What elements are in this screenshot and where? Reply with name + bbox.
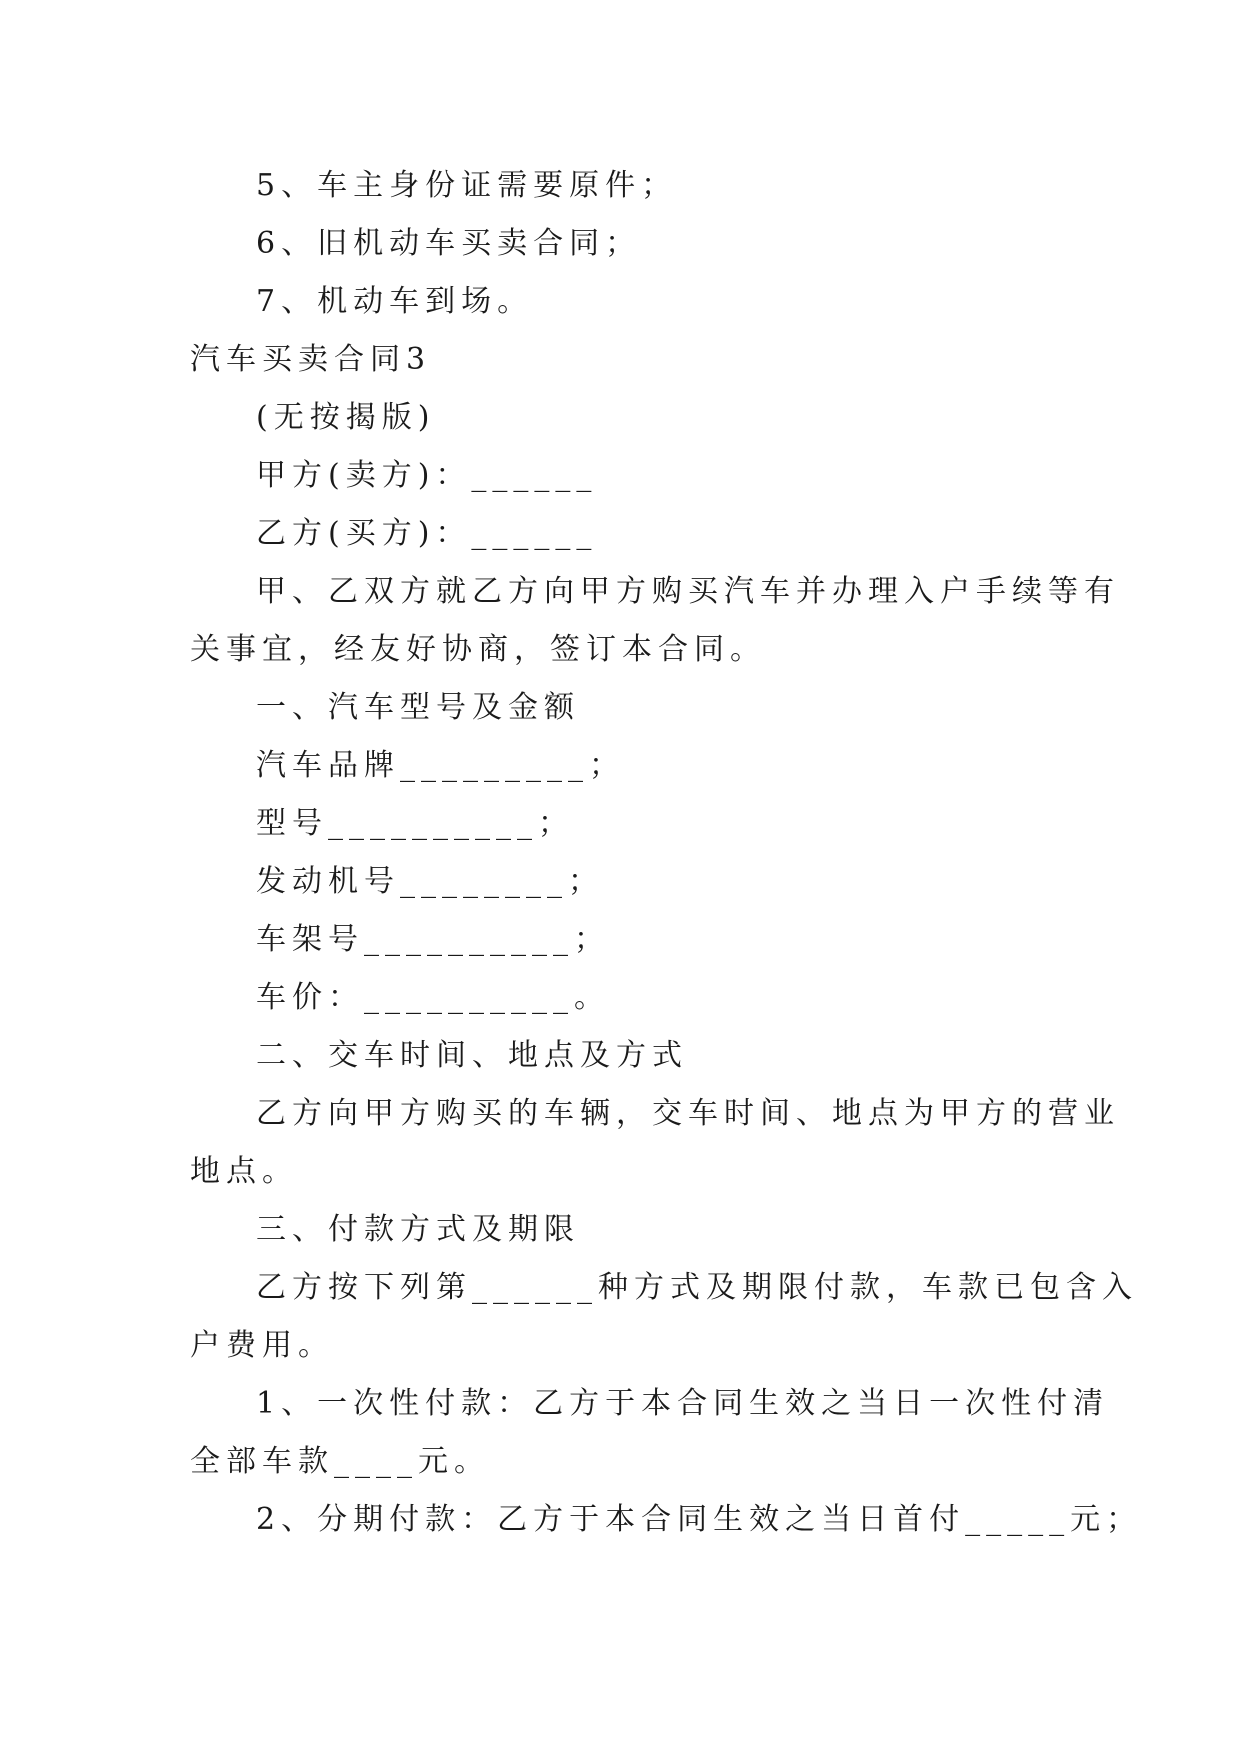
field-model: 型号__________； [256, 806, 574, 841]
section-heading-3: 三、付款方式及期限 [256, 1212, 580, 1247]
contract-subtitle: (无按揭版) [256, 400, 436, 435]
preamble-paragraph-line-1: 甲、乙双方就乙方向甲方购买汽车并办理入户手续等有 [256, 574, 1120, 609]
party-b-line: 乙方(买方)：______ [256, 516, 598, 551]
field-price: 车价：__________。 [256, 980, 610, 1015]
field-engine-number: 发动机号________； [256, 864, 604, 899]
preamble-paragraph-line-2: 关事宜，经友好协商，签订本合同。 [190, 632, 766, 667]
delivery-paragraph-line-1: 乙方向甲方购买的车辆，交车时间、地点为甲方的营业 [256, 1096, 1120, 1131]
lump-sum-paragraph-line-1: 1、一次性付款：乙方于本合同生效之当日一次性付清 [256, 1386, 1110, 1421]
payment-paragraph-line-1: 乙方按下列第______种方式及期限付款，车款已包含入 [256, 1270, 1138, 1305]
field-frame-number: 车架号__________； [256, 922, 610, 957]
lump-sum-paragraph-line-2: 全部车款____元。 [190, 1444, 490, 1479]
list-item-requirement-6: 6、旧机动车买卖合同； [256, 226, 642, 261]
delivery-paragraph-line-2: 地点。 [190, 1154, 298, 1189]
installment-paragraph-line-1: 2、分期付款：乙方于本合同生效之当日首付_____元； [256, 1502, 1143, 1537]
party-a-line: 甲方(卖方)：______ [256, 458, 598, 493]
contract-title: 汽车买卖合同3 [190, 342, 432, 377]
field-brand: 汽车品牌_________； [256, 748, 625, 783]
payment-paragraph-line-2: 户费用。 [190, 1328, 334, 1363]
section-heading-2: 二、交车时间、地点及方式 [256, 1038, 688, 1073]
list-item-requirement-5: 5、车主身份证需要原件； [256, 168, 678, 203]
section-heading-1: 一、汽车型号及金额 [256, 690, 580, 725]
list-item-requirement-7: 7、机动车到场。 [256, 284, 534, 319]
